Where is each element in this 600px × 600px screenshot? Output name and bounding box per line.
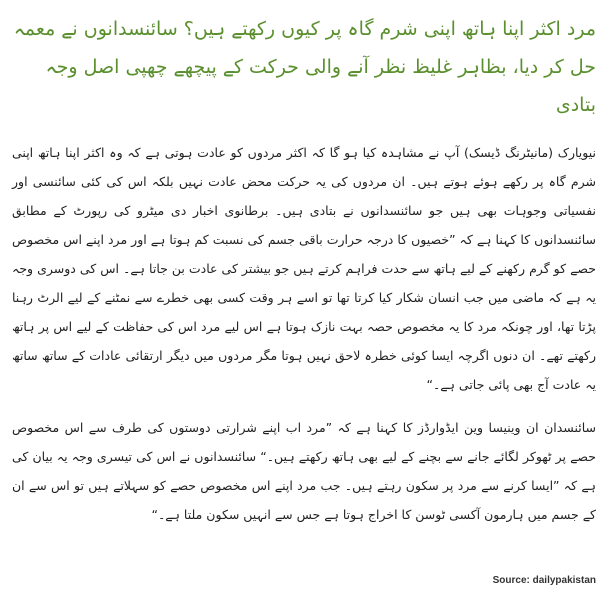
source-credit: Source: dailypakistan bbox=[492, 575, 596, 586]
article-headline: مرد اکثر اپنا ہاتھ اپنی شرم گاہ پر کیوں رکھتے ہیں؟ سائنسدانوں نے معمہ حل کر دیا، بظاہر غلیظ نظر آنے والی حرکت کے پیچھے چھپی اصل وجہ بتادی bbox=[13, 18, 596, 116]
article-paragraph-2: سائنسدان ان وینیسا وین ایڈوارڈز کا کہنا ہے کہ ”مرد اب اپنے شرارتی دوستوں کی طرف سے اس مخصوص حصے پر ٹھوکر لگائے جانے سے بچنے کے لیے بھی ہاتھ رکھتے ہیں۔“ سائنسدانوں نے اس کی تیسری وجہ یہ بیان کی ہے کہ ”ایسا کرنے سے مرد پر سکون رہتے ہیں۔ جب مرد اپنے اس مخصوص حصے کو سہلاتے ہیں تو اس سے ان کے جسم میں ہارمون آکسی ٹوسن کا اخراج ہوتا ہے جس سے انہیں سکون ملتا ہے۔“ bbox=[12, 420, 596, 522]
article-paragraph-1: نیویارک (مانیٹرنگ ڈیسک) آپ نے مشاہدہ کیا ہو گا کہ اکثر مردوں کو عادت ہوتی ہے کہ وہ اکثر اپنا ہاتھ اپنی شرم گاہ پر رکھے ہوئے ہوتے ہیں۔ ان مردوں کی یہ حرکت محض عادت نہیں بلکہ اس کی کئی سائنسی اور نفسیاتی وجوہات بھی ہیں جو سائنسدانوں نے بتادی ہیں۔ برطانوی اخبار دی میٹرو کی رپورٹ کے مطابق سائنسدانوں کا کہنا ہے کہ ”خصیوں کا درجہ حرارت باقی جسم کی نسبت کم ہوتا ہے اور مرد اپنے اس مخصوص حصے کو گرم رکھنے کے لیے ہاتھ سے حدت فراہم کرتے ہیں جو بیشتر کی عادت بن جاتا ہے۔ اس کی دوسری وجہ یہ ہے کہ ماضی میں جب انسان شکار کیا کرتا تھا تو اسے ہر وقت کسی بھی خطرے سے نمٹنے کے لیے الرٹ رہنا پڑتا تھا، اور چونکہ مرد کا یہ مخصوص حصہ بہت نازک ہوتا ہے اس لیے مرد اس کی حفاظت کے لیے اس پر ہاتھ رکھتے تھے۔ ان دنوں اگرچہ ایسا کوئی خطرہ لاحق نہیں ہوتا مگر مردوں میں دیگر ارتقائی عادات کے ساتھ ساتھ یہ عادت آج بھی پائی جاتی ہے۔“ bbox=[12, 145, 596, 392]
